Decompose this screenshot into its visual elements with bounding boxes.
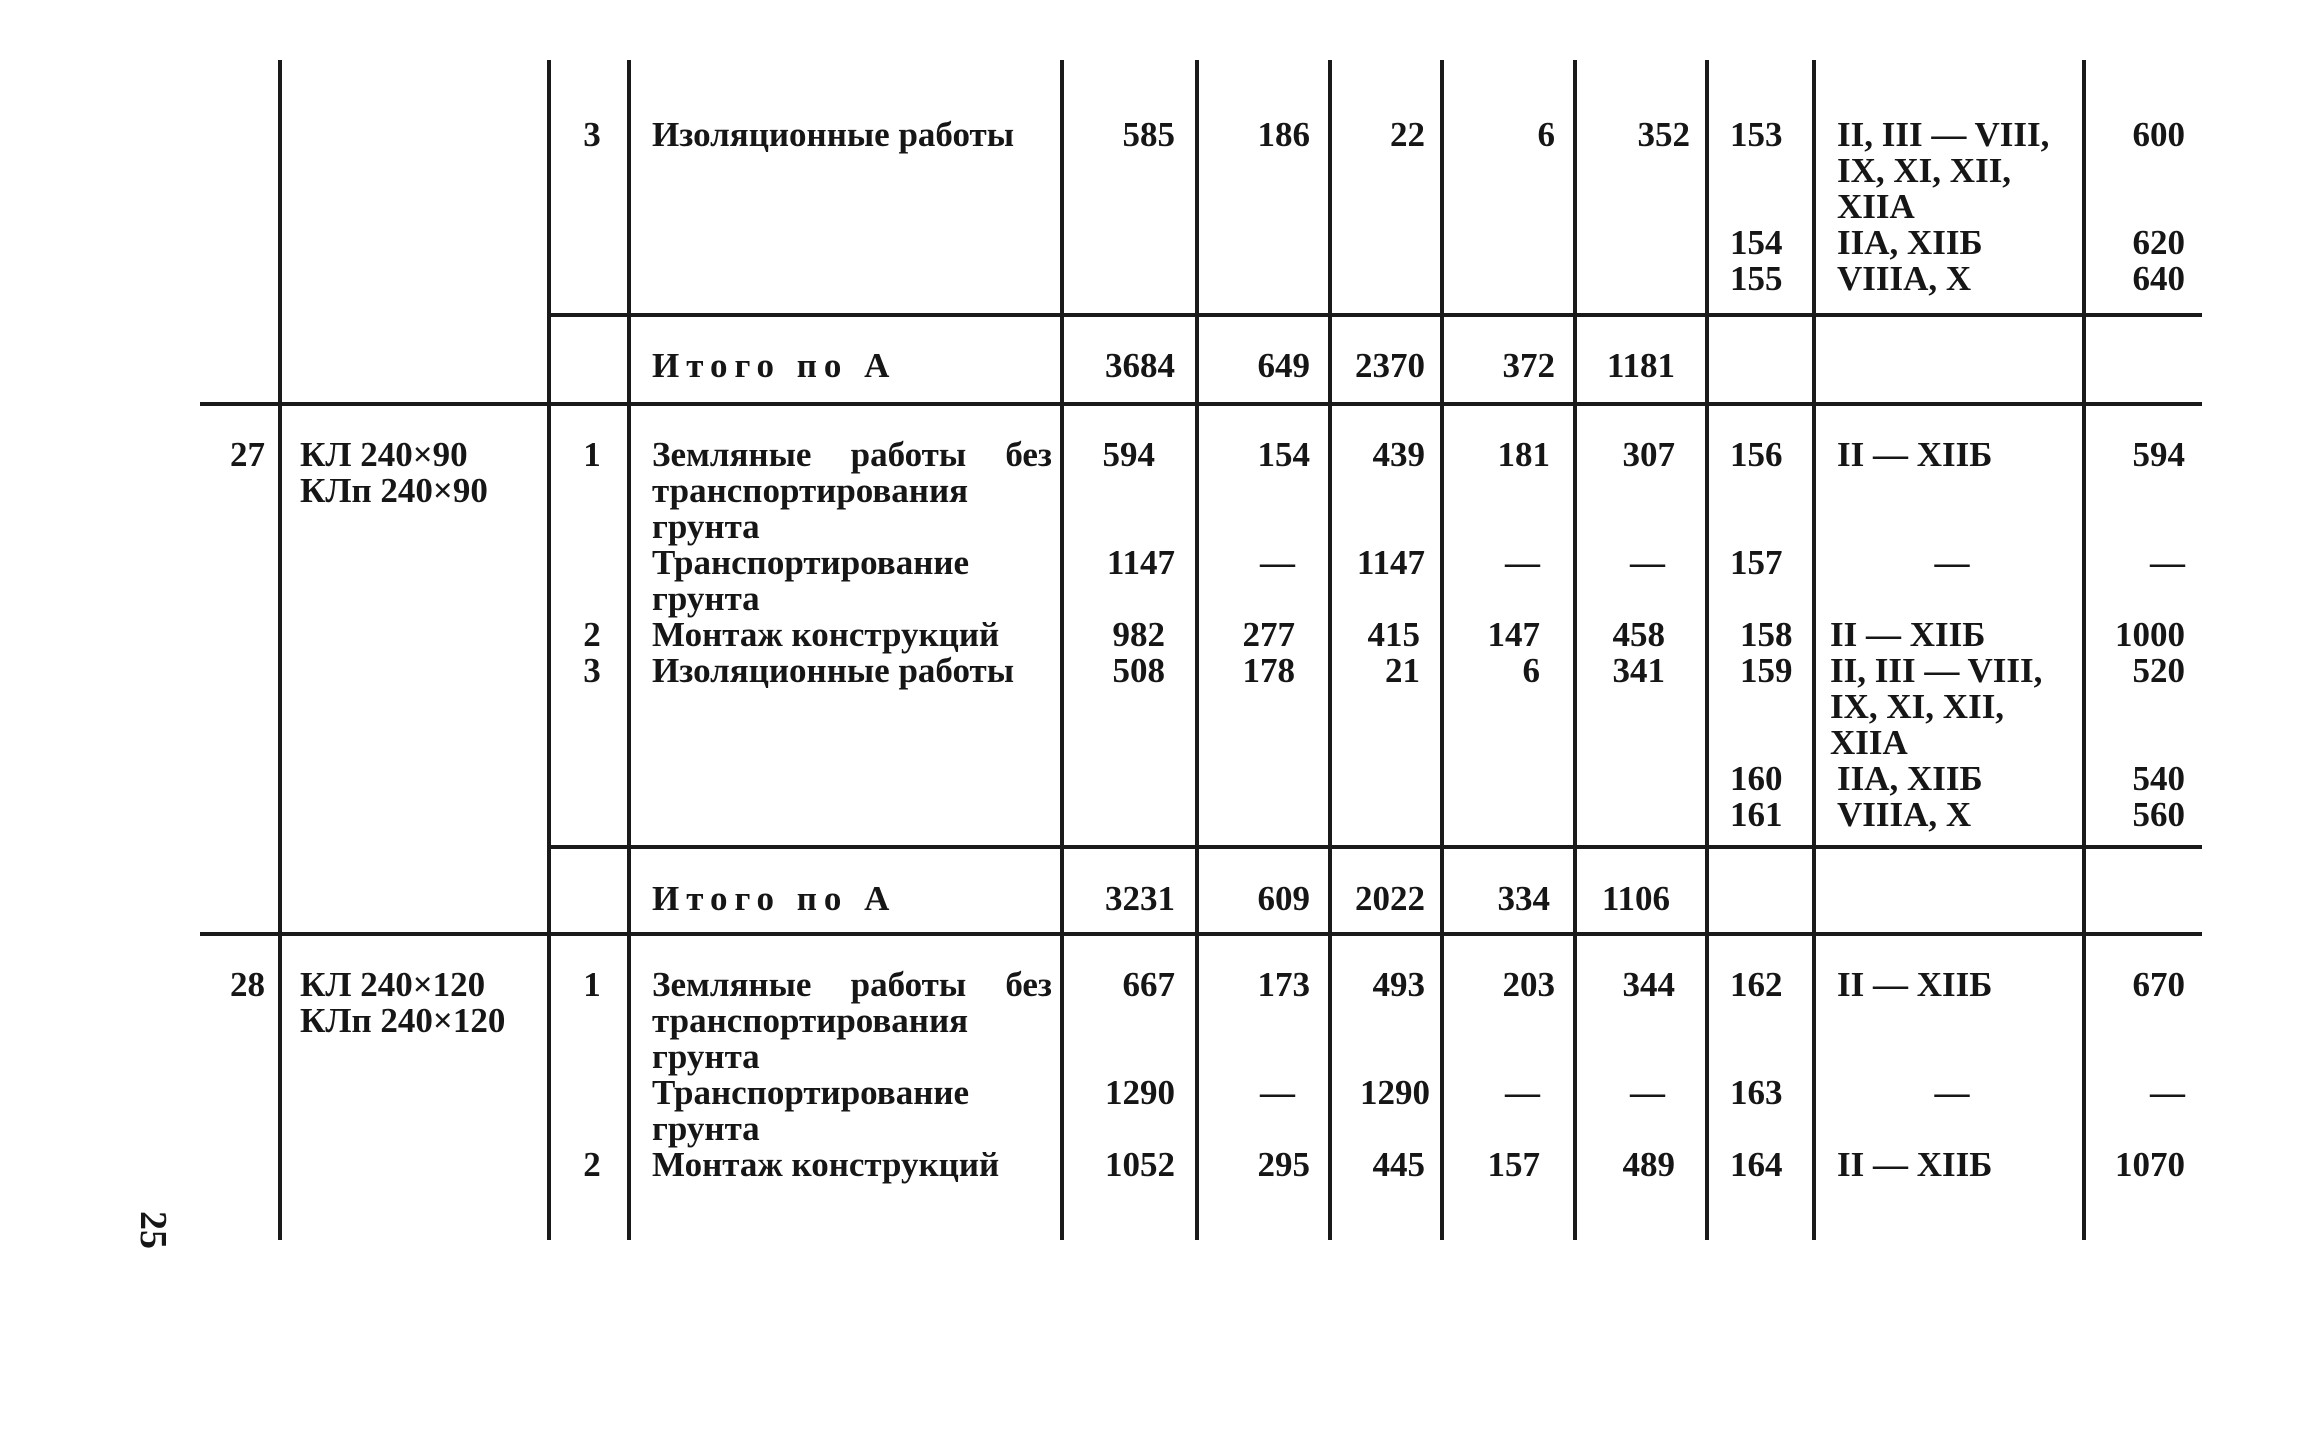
section-number: 27: [230, 435, 265, 474]
value-c1: 508: [1112, 651, 1165, 690]
value-c3: 493: [1372, 965, 1425, 1004]
value-c5: 341: [1612, 651, 1665, 690]
value-c1: 982: [1112, 615, 1165, 654]
rule-section-27: [200, 402, 2202, 406]
total-c1: 3684: [1105, 346, 1175, 385]
rule-section-28: [200, 932, 2202, 936]
value-c3: 1290: [1360, 1073, 1430, 1112]
value-c2: 186: [1257, 115, 1310, 154]
col-rule-step: [627, 60, 631, 1240]
section-name-line: КЛ 240×120: [300, 965, 486, 1004]
code: 159: [1740, 651, 1793, 690]
zones-line: II — XIIБ: [1837, 1145, 1993, 1184]
code: 161: [1730, 795, 1783, 834]
zones-line: II, III — VIII,: [1830, 651, 2043, 690]
total-c4: 334: [1497, 879, 1550, 918]
total-c5: 1181: [1606, 346, 1675, 385]
code: 163: [1730, 1073, 1783, 1112]
step-number: 1: [583, 965, 601, 1004]
value-final: 600: [2132, 115, 2185, 154]
total-label: Итого по А: [652, 879, 897, 918]
value-c2: —: [1260, 1073, 1295, 1112]
total-c3: 2370: [1355, 346, 1425, 385]
value-c2: 154: [1257, 435, 1310, 474]
work-name: Земляные работы без: [652, 435, 1052, 474]
work-name: грунта: [652, 1109, 760, 1148]
section-name-line: КЛп 240×120: [300, 1001, 506, 1040]
section-number: 28: [230, 965, 265, 1004]
section-name-line: КЛп 240×90: [300, 471, 488, 510]
value-c4: 147: [1487, 615, 1540, 654]
code: 156: [1730, 435, 1783, 474]
col-rule-c5: [1705, 60, 1709, 1240]
value-c5: —: [1630, 1073, 1665, 1112]
step-number: 2: [583, 615, 601, 654]
value-final: 560: [2132, 795, 2185, 834]
value-final: 540: [2132, 759, 2185, 798]
total-c5: 1106: [1601, 879, 1670, 918]
zones-line: —: [1934, 1073, 1970, 1112]
step-number: 3: [583, 651, 601, 690]
rule-above-total-a: [547, 313, 2202, 317]
value-c3: 1147: [1356, 543, 1425, 582]
page-number: 25: [132, 1211, 174, 1249]
work-name: грунта: [652, 579, 760, 618]
code: 155: [1730, 259, 1783, 298]
value-c4: 6: [1522, 651, 1540, 690]
total-label: Итого по А: [652, 346, 897, 385]
value-c5: 489: [1622, 1145, 1675, 1184]
value-c2: —: [1260, 543, 1295, 582]
step-number: 3: [583, 115, 601, 154]
code: 162: [1730, 965, 1783, 1004]
code: 157: [1730, 543, 1783, 582]
value-c4: 181: [1497, 435, 1550, 474]
value-c1: 1147: [1106, 543, 1175, 582]
value-final: 520: [2132, 651, 2185, 690]
work-name: Изоляционные работы: [652, 651, 1015, 690]
value-c1: 667: [1122, 965, 1175, 1004]
section-name-line: КЛ 240×90: [300, 435, 468, 474]
total-c1: 3231: [1105, 879, 1175, 918]
total-c2: 609: [1257, 879, 1310, 918]
value-final: 1070: [2115, 1145, 2185, 1184]
work-name: Транспортирование: [652, 1073, 970, 1112]
total-c2: 649: [1257, 346, 1310, 385]
rule-above-total-27: [547, 845, 2202, 849]
code: 164: [1730, 1145, 1783, 1184]
col-rule-num: [278, 60, 282, 1240]
value-c2: 173: [1257, 965, 1310, 1004]
value-c2: 277: [1242, 615, 1295, 654]
code: 160: [1730, 759, 1783, 798]
value-c5: 458: [1612, 615, 1665, 654]
value-c3: 439: [1372, 435, 1425, 474]
value-c5: —: [1630, 543, 1665, 582]
value-c4: 157: [1487, 1145, 1540, 1184]
zones-line: IIA, XIIБ: [1837, 223, 1983, 262]
zones-line: II — XIIБ: [1837, 965, 1993, 1004]
code: 154: [1730, 223, 1783, 262]
value-c4: —: [1505, 1073, 1540, 1112]
value-final: 594: [2132, 435, 2185, 474]
zones-line: IX, XI, XII,: [1837, 151, 2012, 190]
value-final: 620: [2132, 223, 2185, 262]
value-final: —: [2150, 543, 2185, 582]
work-name: грунта: [652, 1037, 760, 1076]
zones-line: II, III — VIII,: [1837, 115, 2050, 154]
value-c1: 594: [1102, 435, 1155, 474]
value-c3: 21: [1385, 651, 1420, 690]
value-c5: 352: [1637, 115, 1690, 154]
zones-line: XIIA: [1830, 723, 1908, 762]
value-c4: —: [1505, 543, 1540, 582]
value-final: 670: [2132, 965, 2185, 1004]
work-name: Земляные работы без: [652, 965, 1052, 1004]
code: 158: [1740, 615, 1793, 654]
value-c3: 22: [1390, 115, 1425, 154]
zones-line: VIIIA, X: [1837, 795, 1972, 834]
step-number: 2: [583, 1145, 601, 1184]
col-rule-c4: [1573, 60, 1577, 1240]
total-c3: 2022: [1355, 879, 1425, 918]
zones-line: XIIA: [1837, 187, 1915, 226]
value-final: —: [2150, 1073, 2185, 1112]
work-name: транспортирования: [652, 471, 969, 510]
work-name: Транспортирование: [652, 543, 970, 582]
col-rule-code: [1812, 60, 1816, 1240]
col-rule-c1: [1195, 60, 1199, 1240]
zones-line: IX, XI, XII,: [1830, 687, 2005, 726]
work-name: транспортирования: [652, 1001, 969, 1040]
zones-line: IIA, XIIБ: [1837, 759, 1983, 798]
value-final: 1000: [2115, 615, 2185, 654]
work-name: грунта: [652, 507, 760, 546]
step-number: 1: [583, 435, 601, 474]
zones-line: VIIIA, X: [1837, 259, 1972, 298]
value-c4: 6: [1537, 115, 1555, 154]
col-rule-zones: [2082, 60, 2086, 1240]
zones-line: II — XIIБ: [1830, 615, 1986, 654]
value-c5: 344: [1622, 965, 1675, 1004]
value-c1: 1290: [1105, 1073, 1175, 1112]
col-rule-name: [547, 60, 551, 1240]
zones-line: —: [1934, 543, 1970, 582]
value-c3: 415: [1367, 615, 1420, 654]
value-c2: 178: [1242, 651, 1295, 690]
value-final: 640: [2132, 259, 2185, 298]
value-c4: 203: [1502, 965, 1555, 1004]
zones-line: II — XIIБ: [1837, 435, 1993, 474]
work-name: Монтаж конструкций: [652, 1145, 1000, 1184]
value-c1: 585: [1122, 115, 1175, 154]
value-c2: 295: [1257, 1145, 1310, 1184]
work-name: Монтаж конструкций: [652, 615, 1000, 654]
value-c3: 445: [1372, 1145, 1425, 1184]
value-c1: 1052: [1105, 1145, 1175, 1184]
value-c5: 307: [1622, 435, 1675, 474]
code: 153: [1730, 115, 1783, 154]
total-c4: 372: [1502, 346, 1555, 385]
work-name: Изоляционные работы: [652, 115, 1015, 154]
col-rule-c3: [1440, 60, 1444, 1240]
